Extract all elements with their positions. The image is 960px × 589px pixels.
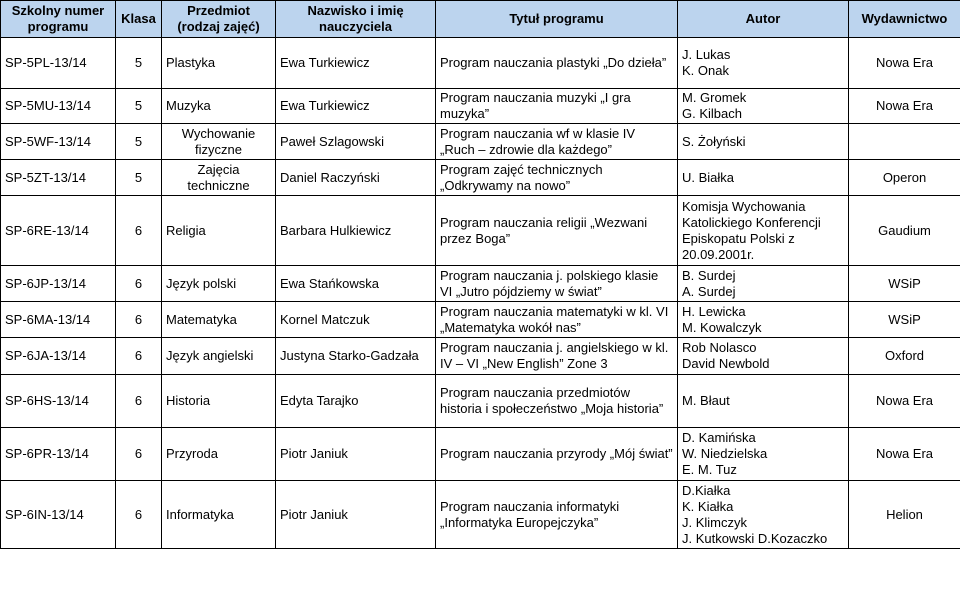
- author-line: Komisja Wychowania: [682, 198, 806, 214]
- author-cell: [678, 89, 849, 124]
- publisher-cell: Nowa Era: [849, 375, 960, 428]
- code-cell: SP-6JP-13/14: [1, 266, 116, 302]
- author-cell: [678, 338, 849, 375]
- author-cell: [678, 481, 849, 549]
- class-cell: 6: [116, 428, 162, 481]
- code-cell: SP-5MU-13/14: [1, 89, 116, 124]
- author-line: E. M. Tuz: [682, 462, 737, 477]
- teacher-cell: Daniel Raczyński: [276, 160, 436, 196]
- teacher-cell: Barbara Hulkiewicz: [276, 196, 436, 266]
- header-class: Klasa: [116, 1, 162, 38]
- class-cell: 5: [116, 89, 162, 124]
- author-cell: M. Błaut: [678, 375, 849, 428]
- title-cell: Program nauczania j. angielskiego w kl. IV – VI „New English” Zone 3: [436, 338, 678, 375]
- class-cell: 6: [116, 338, 162, 375]
- publisher-cell: Oxford: [849, 338, 960, 375]
- author-line: J. Kutkowski D.Kozaczko: [682, 530, 828, 546]
- class-cell: 6: [116, 375, 162, 428]
- teacher-cell: Ewa Turkiewicz: [276, 38, 436, 89]
- table-row: [1, 124, 960, 160]
- author-cell: U. Białka: [678, 160, 849, 196]
- title-cell: Program nauczania matematyki w kl. VI „Matematyka wokół nas”: [436, 302, 678, 338]
- table-row: [1, 160, 960, 196]
- publisher-cell: WSiP: [849, 266, 960, 302]
- title-cell: Program nauczania plastyki „Do dzieła”: [436, 38, 678, 89]
- author-line: Katolickiego Konferencji: [682, 214, 821, 230]
- author-line: A. Surdej: [682, 283, 736, 299]
- title-cell: Program nauczania przyrody „Mój świat”: [436, 428, 678, 481]
- header-teacher: Nazwisko i imię nauczyciela: [276, 1, 436, 38]
- header-code: Szkolny numer programu: [1, 1, 116, 38]
- teacher-cell: Ewa Turkiewicz: [276, 89, 436, 124]
- code-cell: SP-6PR-13/14: [1, 428, 116, 481]
- table-row: [1, 375, 960, 428]
- subject-cell: Matematyka: [162, 302, 276, 338]
- subject-cell: Informatyka: [162, 481, 276, 549]
- subject-cell: Język polski: [162, 266, 276, 302]
- author-line: David Newbold: [682, 356, 770, 371]
- table-row: [1, 89, 960, 124]
- publisher-cell: Helion: [849, 481, 960, 549]
- author-cell: [678, 302, 849, 338]
- title-cell: Program nauczania informatyki „Informatyka Europejczyka”: [436, 481, 678, 549]
- subject-cell: Wychowanie fizyczne: [162, 124, 276, 160]
- publisher-cell: Nowa Era: [849, 38, 960, 89]
- publisher-cell: Nowa Era: [849, 428, 960, 481]
- teacher-cell: Justyna Starko-Gadzała: [276, 338, 436, 375]
- author-line: W. Niedzielska: [682, 446, 768, 461]
- class-cell: 6: [116, 266, 162, 302]
- subject-cell: Plastyka: [162, 38, 276, 89]
- author-line: B. Surdej: [682, 267, 736, 283]
- code-cell: SP-6MA-13/14: [1, 302, 116, 338]
- author-line: Rob Nolasco: [682, 340, 757, 355]
- table-row: [1, 302, 960, 338]
- subject-cell: Przyroda: [162, 428, 276, 481]
- code-cell: SP-6IN-13/14: [1, 481, 116, 549]
- table-row: [1, 196, 960, 266]
- publisher-cell: Nowa Era: [849, 89, 960, 124]
- code-cell: SP-5WF-13/14: [1, 124, 116, 160]
- header-author: Autor: [678, 1, 849, 38]
- publisher-cell: WSiP: [849, 302, 960, 338]
- class-cell: 5: [116, 38, 162, 89]
- class-cell: 6: [116, 302, 162, 338]
- header-title: Tytuł programu: [436, 1, 678, 38]
- title-cell: Program nauczania j. polskiego klasie VI „Jutro pójdziemy w świat”: [436, 266, 678, 302]
- subject-cell: Muzyka: [162, 89, 276, 124]
- teacher-cell: Kornel Matczuk: [276, 302, 436, 338]
- author-line: M. Gromek: [682, 90, 747, 105]
- author-line: J. Klimczyk: [682, 514, 747, 530]
- header-publisher: Wydawnictwo: [849, 1, 960, 38]
- author-cell: [678, 428, 849, 481]
- teacher-cell: Edyta Tarajko: [276, 375, 436, 428]
- author-line: M. Kowalczyk: [682, 319, 762, 335]
- publisher-cell: [849, 124, 960, 160]
- subject-cell: Historia: [162, 375, 276, 428]
- teacher-cell: Ewa Stańkowska: [276, 266, 436, 302]
- author-line: K. Kiałka: [682, 498, 734, 514]
- table-row: [1, 38, 960, 89]
- header-row: [1, 1, 960, 38]
- class-cell: 5: [116, 160, 162, 196]
- subject-cell: Język angielski: [162, 338, 276, 375]
- author-cell: [678, 38, 849, 89]
- author-line: Episkopatu Polski z: [682, 230, 795, 246]
- subject-cell: Religia: [162, 196, 276, 266]
- author-line: 20.09.2001r.: [682, 246, 755, 262]
- author-line: D. Kamińska: [682, 430, 756, 445]
- table-row: [1, 338, 960, 375]
- subject-cell: Zajęcia techniczne: [162, 160, 276, 196]
- code-cell: SP-5PL-13/14: [1, 38, 116, 89]
- author-line: K. Onak: [682, 63, 729, 78]
- publisher-cell: Operon: [849, 160, 960, 196]
- title-cell: Program nauczania muzyki „I gra muzyka”: [436, 89, 678, 124]
- teacher-cell: Piotr Janiuk: [276, 481, 436, 549]
- title-cell: Program nauczania religii „Wezwani przez Boga”: [436, 196, 678, 266]
- table-row: [1, 481, 960, 549]
- author-line: D.Kiałka: [682, 482, 731, 498]
- class-cell: 6: [116, 481, 162, 549]
- title-cell: Program nauczania wf w klasie IV „Ruch – zdrowie dla każdego”: [436, 124, 678, 160]
- class-cell: 5: [116, 124, 162, 160]
- teacher-cell: Piotr Janiuk: [276, 428, 436, 481]
- class-cell: 6: [116, 196, 162, 266]
- header-subject: Przedmiot (rodzaj zajęć): [162, 1, 276, 38]
- teacher-cell: Paweł Szlagowski: [276, 124, 436, 160]
- author-cell: [678, 266, 849, 302]
- author-cell: [678, 196, 849, 266]
- author-line: J. Lukas: [682, 47, 731, 62]
- code-cell: SP-5ZT-13/14: [1, 160, 116, 196]
- code-cell: SP-6RE-13/14: [1, 196, 116, 266]
- title-cell: Program nauczania przedmiotów historia i społeczeństwo „Moja historia”: [436, 375, 678, 428]
- author-line: G. Kilbach: [682, 106, 742, 121]
- author-cell: S. Żołyński: [678, 124, 849, 160]
- table-row: [1, 266, 960, 302]
- code-cell: SP-6JA-13/14: [1, 338, 116, 375]
- author-line: H. Lewicka: [682, 303, 746, 319]
- code-cell: SP-6HS-13/14: [1, 375, 116, 428]
- table-row: [1, 428, 960, 481]
- title-cell: Program zajęć technicznych „Odkrywamy na nowo”: [436, 160, 678, 196]
- publisher-cell: Gaudium: [849, 196, 960, 266]
